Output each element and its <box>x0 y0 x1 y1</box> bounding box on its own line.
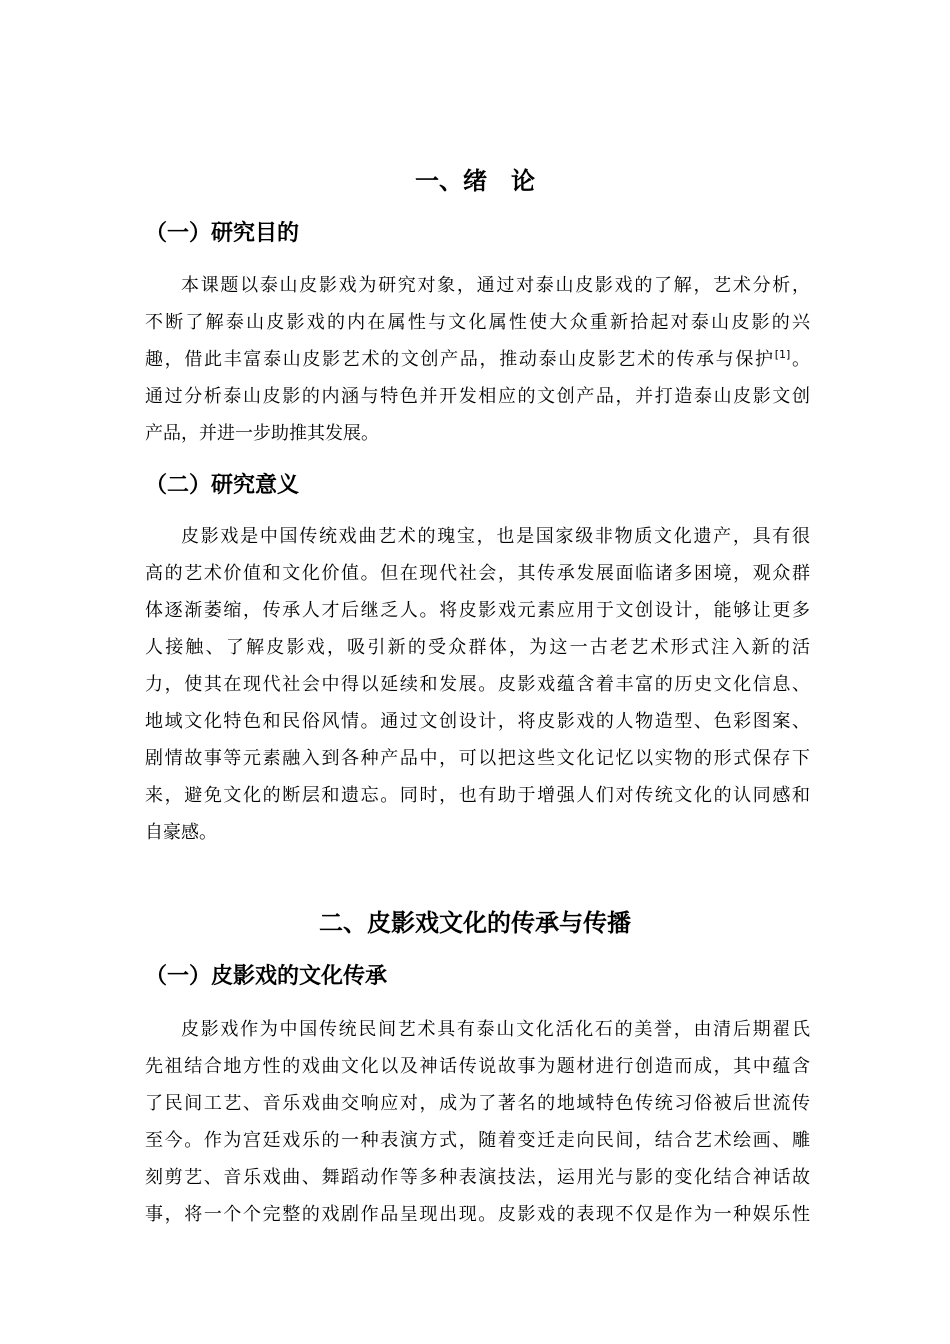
paragraph-line: 力，使其在现代社会中得以延续和发展。皮影戏蕴含着丰富的历史文化信息、 <box>145 674 810 695</box>
paragraph-line: 通过分析泰山皮影的内涵与特色并开发相应的文创产品，并打造泰山皮影文创 <box>145 386 810 407</box>
paragraph-line: 体逐渐萎缩，传承人才后继乏人。将皮影戏元素应用于文创设计，能够让更多 <box>145 600 810 621</box>
paragraph-line: 剧情故事等元素融入到各种产品中，可以把这些文化记忆以实物的形式保存下 <box>145 748 810 769</box>
paragraph-line: 皮影戏是中国传统戏曲艺术的瑰宝，也是国家级非物质文化遗产，具有很 <box>181 526 810 547</box>
section-1-2-paragraph <box>145 518 810 851</box>
paragraph-line: 来，避免文化的断层和遗忘。同时，也有助于增强人们对传统文化的认同感和 <box>145 785 810 806</box>
chapter-1-title <box>0 166 950 196</box>
paragraph-line: 刻剪艺、音乐戏曲、舞蹈动作等多种表演技法，运用光与影的变化结合神话故 <box>145 1167 810 1188</box>
chapter-1-title-part1: 一、绪 <box>415 167 487 195</box>
section-2-1-title: （一）皮影戏的文化传承 <box>145 964 388 989</box>
paragraph-line: 人接触、了解皮影戏，吸引新的受众群体，为这一古老艺术形式注入新的活 <box>145 637 810 658</box>
paragraph-line: 了民间工艺、音乐戏曲交响应对，成为了著名的地域特色传统习俗被后世流传 <box>145 1093 810 1114</box>
paragraph-line: 产品，并进一步助推其发展。 <box>145 423 379 444</box>
paragraph-line: 先祖结合地方性的戏曲文化以及神话传说故事为题材进行创造而成，其中蕴含 <box>145 1056 810 1077</box>
section-1-1-paragraph <box>145 267 810 452</box>
paragraph-line: 地域文化特色和民俗风情。通过文创设计，将皮影戏的人物造型、色彩图案、 <box>145 711 810 732</box>
paragraph-line: 不断了解泰山皮影戏的内在属性与文化属性使大众重新拾起对泰山皮影的兴 <box>145 312 810 333</box>
paragraph-line-end: 。 <box>790 349 810 370</box>
citation-ref: [1] <box>774 348 791 361</box>
chapter-2-title: 二、皮影戏文化的传承与传播 <box>319 909 631 937</box>
paragraph-line: 皮影戏作为中国传统民间艺术具有泰山文化活化石的美誉，由清后期翟氏 <box>181 1019 810 1040</box>
paragraph-line: 自豪感。 <box>145 822 217 843</box>
paragraph-line: 事，将一个个完整的戏剧作品呈现出现。皮影戏的表现不仅是作为一种娱乐性 <box>145 1204 810 1225</box>
paragraph-line: 本课题以泰山皮影戏为研究对象，通过对泰山皮影戏的了解，艺术分析， <box>181 275 810 296</box>
chapter-1-title-part2: 论 <box>511 167 535 195</box>
section-1-1-title: （一）研究目的 <box>145 221 300 246</box>
paragraph-line-with-citation <box>145 341 810 378</box>
section-1-2-title: （二）研究意义 <box>145 473 300 498</box>
paragraph-line-text: 趣，借此丰富泰山皮影艺术的文创产品，推动泰山皮影艺术的传承与保护 <box>145 349 775 370</box>
paragraph-line: 高的艺术价值和文化价值。但在现代社会，其传承发展面临诸多困境，观众群 <box>145 563 810 584</box>
section-2-1-paragraph <box>145 1011 810 1233</box>
paragraph-line: 至今。作为宫廷戏乐的一种表演方式，随着变迁走向民间，结合艺术绘画、雕 <box>145 1130 810 1151</box>
